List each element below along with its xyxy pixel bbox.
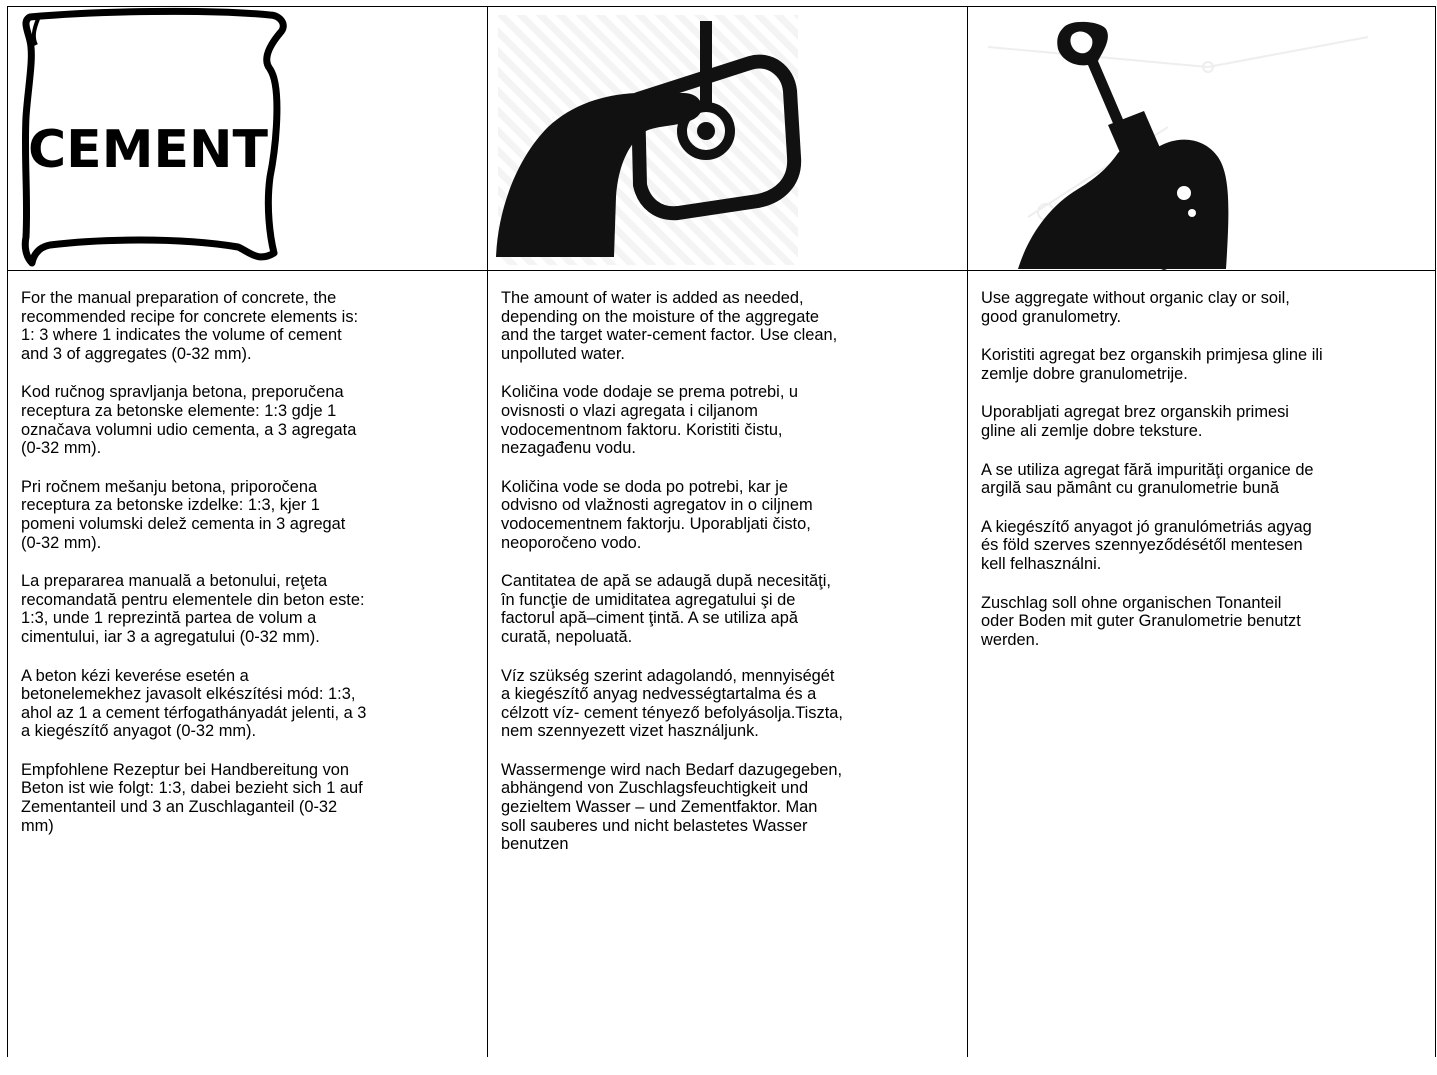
cement-instructions-column (21, 289, 481, 1075)
cement-text-en: For the manual preparation of concrete, the recommended recipe for concrete elements is: 1: 3 where 1 indicates the volume of cement and 3 of aggregates (0-32 mm). (21, 289, 359, 363)
water-instructions-column (501, 289, 961, 1075)
cement-text-sl: Pri ročnem mešanju betona, priporočena receptura za betonske izdelke: 1:3, kjer 1 pomeni volumski delež cementa in 3 agregat (0-32 mm). (21, 477, 346, 552)
row-divider (7, 270, 1436, 271)
aggregate-text-hu: A kiegészítő anyagot jó granulómetriás agyag és föld szerves szennyeződésétől mentesen kell felhasználni. (981, 517, 1312, 573)
water-tap-bucket-icon (488, 7, 967, 270)
cement-text-ro: La prepararea manuală a betonului, reţeta recomandată pentru elementele din beton este: 1:3, unde 1 reprezintă partea de volum a cimentului, iar 3 a agregatului (0-32 mm). (21, 572, 365, 646)
aggregate-text-de: Zuschlag soll ohne organischen Tonanteil oder Boden mit guter Granulometrie benutzt werden. (981, 593, 1301, 649)
water-text-de: Wassermenge wird nach Bedarf dazugegeben, abhängend von Zuschlagsfeuchtigkeit und gezieltem Wasser – und Zementfaktor. Man soll sauberes und nicht belastetes Wasser benutzen (501, 760, 843, 854)
water-text-ro: Cantitatea de apă se adaugă după necesităţi, în funcţie de umiditatea agregatului şi de factorul apă–ciment ţintă. A se utiliza apă curată, nepoluată. (501, 572, 831, 646)
shovel-aggregate-icon (968, 7, 1436, 270)
cement-label: CEMENT (28, 120, 268, 180)
aggregate-text-ro: A se utiliza agregat fără impurităţi organice de argilă sau pământ cu granulometrie bună (981, 460, 1314, 498)
aggregate-instructions-column (981, 289, 1433, 1075)
cement-text-hr: Kod ručnog spravljanja betona, preporučena receptura za betonske elemente: 1:3 gdje 1 označava volumni udio cementa, a 3 agregata (0-32 mm). (21, 383, 357, 458)
cement-text-de: Empfohlene Rezeptur bei Handbereitung von Beton ist wie folgt: 1:3, dabei bezieht sich 1 auf Zementanteil und 3 an Zuschlaganteil (0-32 mm) (21, 760, 363, 835)
aggregate-text-sl: Uporabljati agregat brez organskih primesi gline ali zemlje dobre teksture. (981, 403, 1289, 440)
water-text-hr: Količina vode dodaje se prema potrebi, u ovisnosti o vlazi agregata i ciljanom vodocementnom faktoru. Koristiti čistu, nezagađenu vodu. (501, 383, 799, 458)
water-text-hu: Víz szükség szerint adagolandó, mennyiségét a kiegészítő anyag nedvességtartalma és a célzott víz- cement tényező befolyásolja.Tiszta, nem szennyezett vizet használjunk. (501, 666, 843, 741)
water-image-cell (488, 7, 967, 270)
aggregate-image-cell (968, 7, 1436, 270)
aggregate-text-en: Use aggregate without organic clay or soil, good granulometry. (981, 289, 1290, 326)
cement-text-hu: A beton kézi keverése esetén a betonelemekhez javasolt elkészítési mód: 1:3, ahol az 1 a cement térfogathányadát jelenti, a 3 a kiegészítő anyagot (0-32 mm). (21, 666, 367, 741)
water-text-sl: Količina vode se doda po potrebi, kar je odvisno od vlažnosti agregatov in o ciljnem vodocementnem faktorju. Uporabljati čisto, neoporočeno vodo. (501, 477, 813, 552)
cement-bag-icon (8, 7, 487, 270)
aggregate-text-hr: Koristiti agregat bez organskih primjesa gline ili zemlje dobre granulometrije. (981, 346, 1323, 383)
cement-image-cell (8, 7, 487, 270)
water-text-en: The amount of water is added as needed, depending on the moisture of the aggregate and the target water-cement factor. Use clean, unpolluted water. (501, 289, 838, 363)
